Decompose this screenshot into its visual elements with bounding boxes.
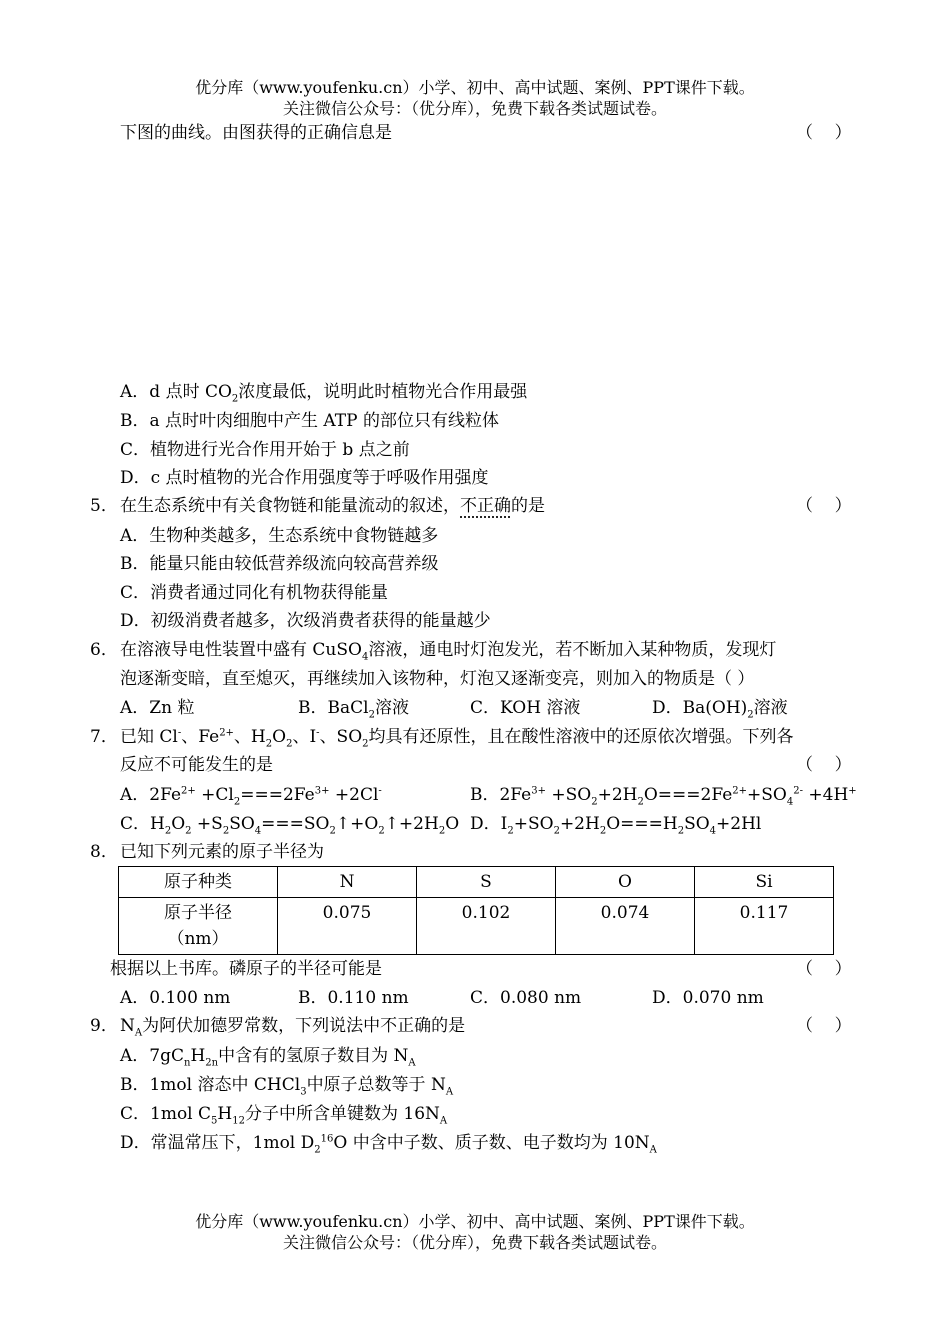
q5-option-a: A．生物种类越多，生态系统中食物链越多 bbox=[120, 526, 439, 546]
table-header-cell: 原子种类 bbox=[119, 867, 278, 898]
q5-answer-paren: （ ） bbox=[796, 496, 852, 516]
q5-stem: 5． 在生态系统中有关食物链和能量流动的叙述，不正确的是 bbox=[90, 496, 545, 516]
q7-answer-paren: （ ） bbox=[796, 755, 852, 775]
atomic-radius-table bbox=[118, 866, 834, 955]
q7-option-c: C．$H_2O_2$ $+S_2SO_4===SO_2↑+O_2↑+2H_2O$ bbox=[120, 814, 460, 837]
page-footer-line2: 关注微信公众号：（优分库），免费下载各类试题试卷。 bbox=[282, 1233, 667, 1252]
q4-figure-area bbox=[120, 150, 820, 370]
q8-stem: 8． 已知下列元素的原子半径为 bbox=[90, 842, 324, 862]
q7-option-b: B．$2Fe^{3+} +SO_2+2H_2O===2Fe^{2+}+SO_4^{2-} +4H^+$ bbox=[470, 785, 857, 808]
q9-stem: 9． $N_A$为阿伏加德罗常数，下列说法中不正确的是 bbox=[90, 1016, 466, 1039]
q5-option-c: C．消费者通过同化有机物获得能量 bbox=[120, 583, 389, 603]
q7-option-d: D．$I_2+SO_2+2H_2O===H_2SO_4+2Hl$ bbox=[470, 814, 762, 837]
q7-stem-line1: 7． 已知 Cl-、$Fe^{2+}$、$H_2O_2$、I-、$SO_2$均具有还原性，且在酸性溶液中的还原依次增强。下列各 bbox=[90, 727, 794, 750]
q5-option-d: D．初级消费者越多，次级消费者获得的能量越少 bbox=[120, 611, 491, 631]
q5-option-b: B．能量只能由较低营养级流向较高营养级 bbox=[120, 554, 439, 574]
q8-option-a: A．0.100 nm bbox=[120, 988, 231, 1008]
table-cell: 0.117 bbox=[695, 898, 834, 955]
q6-option-b: B．BaCl$_2$溶液 bbox=[298, 698, 409, 721]
q7-stem-line2: 反应不可能发生的是 bbox=[120, 755, 273, 775]
q9-option-c: C．1mol $C_5H_{12}$分子中所含单键数为 $16N_A$ bbox=[120, 1104, 448, 1127]
q9-option-a: A．$7gC_nH_{2n}$中含有的氢原子数目为 $N_A$ bbox=[120, 1046, 416, 1069]
q9-option-d: D．常温常压下，1mol $D_2^{16}O$ 中含中子数、质子数、电子数均为 $10N_A$ bbox=[120, 1133, 657, 1156]
q8-option-b: B．0.110 nm bbox=[298, 988, 409, 1008]
q4-option-c: C．植物进行光合作用开始于 b 点之前 bbox=[120, 440, 410, 460]
table-header-cell: Si bbox=[695, 867, 834, 898]
page-footer-line1: 优分库（www.youfenku.cn）小学、初中、高中试题、案例、PPT课件下载。 bbox=[195, 1212, 755, 1231]
q4-option-d: D．c 点时植物的光合作用强度等于呼吸作用强度 bbox=[120, 468, 489, 488]
q9-option-b: B．1mol 溶态中 CHCl$_3$中原子总数等于 $N_A$ bbox=[120, 1075, 454, 1098]
q4-option-b: B．a 点时叶肉细胞中产生 ATP 的部位只有线粒体 bbox=[120, 411, 499, 431]
q9-answer-paren: （ ） bbox=[796, 1016, 852, 1036]
table-header-cell: S bbox=[417, 867, 556, 898]
q6-stem-line1: 6． 在溶液导电性装置中盛有 CuSO$_4$溶液，通电时灯泡发光，若不断加入某种物质，发现灯 bbox=[90, 640, 777, 663]
table-row bbox=[119, 867, 834, 898]
q6-option-d: D．$Ba(OH)_2$溶液 bbox=[652, 698, 788, 721]
table-cell: 0.075 bbox=[278, 898, 417, 955]
q6-option-c: C．KOH 溶液 bbox=[470, 698, 581, 718]
q8-answer-paren: （ ） bbox=[796, 959, 852, 979]
page-header-line1: 优分库（www.youfenku.cn）小学、初中、高中试题、案例、PPT课件下载。 bbox=[195, 78, 755, 97]
table-header-cell: N bbox=[278, 867, 417, 898]
q6-stem-line2: 泡逐渐变暗，直至熄灭，再继续加入该物种，灯泡又逐渐变亮，则加入的物质是（ ） bbox=[120, 669, 755, 689]
q4-stem: 下图的曲线。由图获得的正确信息是 bbox=[120, 123, 392, 143]
table-cell: 0.102 bbox=[417, 898, 556, 955]
table-row bbox=[119, 898, 834, 955]
q7-option-a: A．$2Fe^{2+} +Cl_2===2Fe^{3+} +2Cl^-$ bbox=[120, 785, 382, 808]
q8-option-d: D．0.070 nm bbox=[652, 988, 764, 1008]
table-header-cell: O bbox=[556, 867, 695, 898]
table-cell: 0.074 bbox=[556, 898, 695, 955]
q4-answer-paren: （ ） bbox=[796, 123, 852, 143]
table-label-cell: 原子半径 （nm） bbox=[119, 898, 278, 955]
q8-option-c: C．0.080 nm bbox=[470, 988, 582, 1008]
page-header-line2: 关注微信公众号：（优分库），免费下载各类试题试卷。 bbox=[282, 99, 667, 118]
q6-option-a: A．Zn 粒 bbox=[120, 698, 195, 718]
q4-option-a: A．d 点时 $CO_2$浓度最低，说明此时植物光合作用最强 bbox=[120, 382, 528, 405]
q8-follow-question: 根据以上书库。磷原子的半径可能是 bbox=[110, 959, 382, 979]
